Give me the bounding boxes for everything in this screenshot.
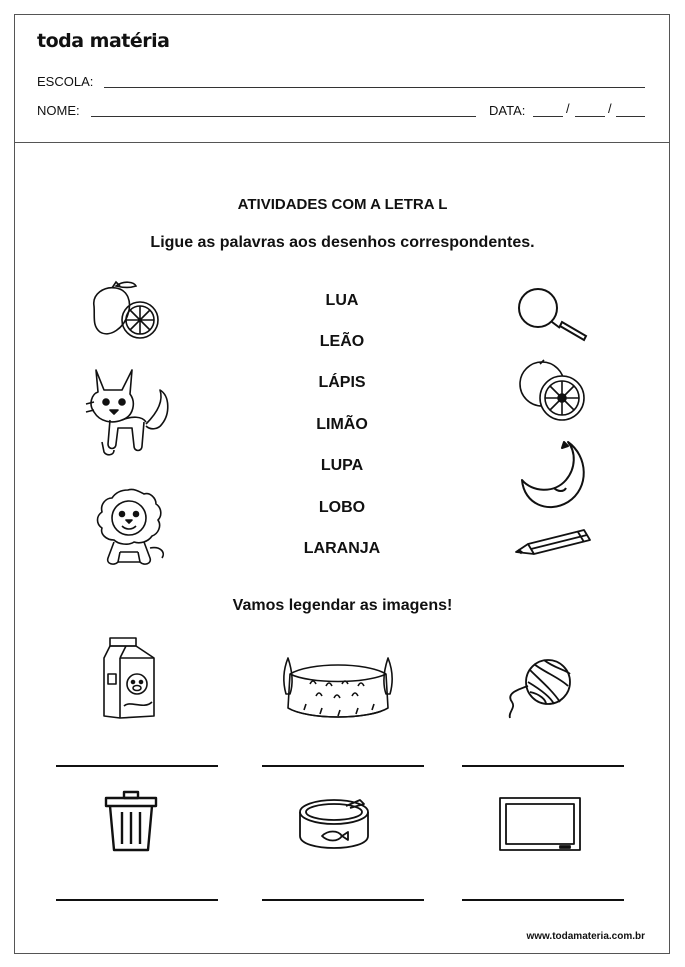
header-divider [14,142,670,143]
date-day-line[interactable] [533,116,563,117]
caption-answer-line[interactable] [56,899,218,901]
activity-title: ATIVIDADES COM A LETRA L [237,196,448,213]
caption-answer-line[interactable] [262,765,424,767]
word-item: LARANJA [303,540,381,557]
lion-icon [90,486,170,570]
footer-website: www.todamateria.com.br [526,931,645,942]
moon-icon [518,438,590,510]
date-separator: / [608,101,612,116]
orange-icon [516,358,590,424]
word-item: LEÃO [319,333,365,350]
word-item: LÁPIS [318,374,366,391]
caption-answer-line[interactable] [462,765,624,767]
tin-can-icon [296,796,374,852]
caption-answer-line[interactable] [462,899,624,901]
blackboard-icon [498,796,582,852]
word-item: LUA [325,292,359,309]
activity-instruction: Ligue as palavras aos desenhos correspondentes. [150,234,535,251]
magnifying-glass-icon [516,286,590,344]
trash-can-icon [104,790,158,854]
lawn-icon [280,654,396,724]
date-year-line[interactable] [616,116,645,117]
pencil-icon [514,528,594,558]
milk-carton-icon [100,636,158,720]
yarn-ball-icon [500,656,576,720]
date-month-line[interactable] [575,116,605,117]
brand-logo: toda matéria [37,30,170,52]
date-label: DATA: [489,103,526,118]
caption-answer-line[interactable] [262,899,424,901]
school-label: ESCOLA: [37,74,94,89]
word-item: LIMÃO [316,416,368,433]
name-label: NOME: [37,103,80,118]
word-item: LOBO [318,499,366,516]
school-input-line[interactable] [104,87,645,88]
wolf-icon [82,366,172,458]
word-item: LUPA [320,457,364,474]
name-input-line[interactable] [91,116,476,117]
captions-title: Vamos legendar as imagens! [232,597,453,614]
caption-answer-line[interactable] [56,765,218,767]
lemon-icon [86,280,166,342]
date-separator: / [566,101,570,116]
